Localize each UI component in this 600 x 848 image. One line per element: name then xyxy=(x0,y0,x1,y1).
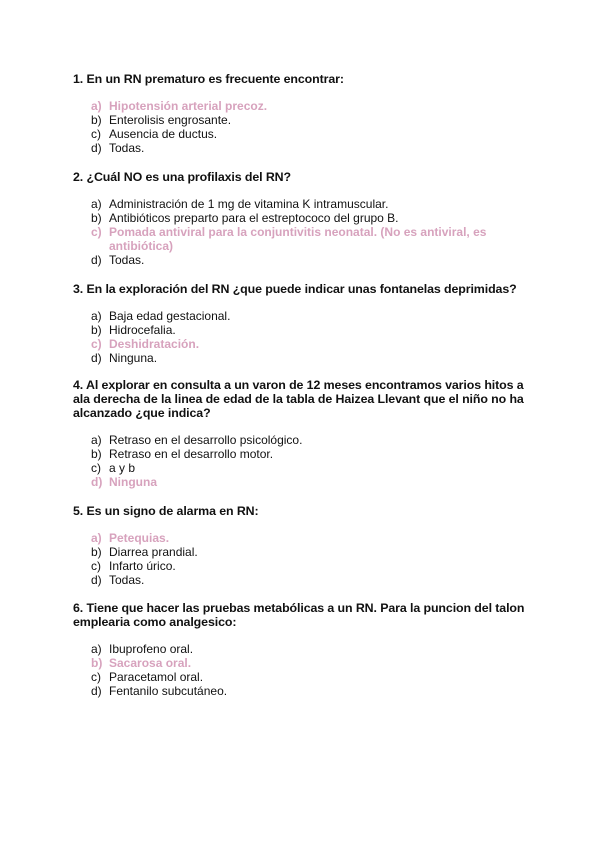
option-text: Ausencia de ductus. xyxy=(109,127,218,141)
answer-option xyxy=(91,642,533,656)
option-letter: b) xyxy=(91,323,102,337)
answer-option xyxy=(91,670,533,684)
answer-option xyxy=(91,461,533,475)
answer-option xyxy=(91,433,533,447)
question-title: 5. Es un signo de alarma en RN: xyxy=(73,504,259,518)
option-letter: b) xyxy=(91,113,102,127)
question-title: 3. En la exploración del RN ¿que puede indicar unas fontanelas deprimidas? xyxy=(73,282,517,296)
answer-list xyxy=(73,531,533,587)
question-title: 1. En un RN prematuro es frecuente encontrar: xyxy=(73,72,344,86)
option-letter: c) xyxy=(91,337,102,351)
answer-option-correct xyxy=(91,99,533,113)
option-letter: c) xyxy=(91,559,101,573)
option-text: Infarto úrico. xyxy=(109,559,176,573)
option-letter: a) xyxy=(91,197,102,211)
option-text: Todas. xyxy=(109,253,145,267)
answer-option-correct xyxy=(91,337,533,351)
option-text: Ibuprofeno oral. xyxy=(109,642,194,656)
option-letter: d) xyxy=(91,684,102,698)
option-text: Paracetamol oral. xyxy=(109,670,204,684)
option-text: Administración de 1 mg de vitamina K intramuscular. xyxy=(109,197,389,211)
option-letter: d) xyxy=(91,253,102,267)
option-text: Hidrocefalia. xyxy=(109,323,176,337)
answer-list xyxy=(73,99,533,155)
option-text: Todas. xyxy=(109,141,145,155)
option-letter: a) xyxy=(91,309,102,323)
answer-option xyxy=(91,323,533,337)
answer-option xyxy=(91,113,533,127)
answer-list xyxy=(73,197,533,267)
option-letter: c) xyxy=(91,670,101,684)
option-text: Retraso en el desarrollo motor. xyxy=(109,447,274,461)
answer-option xyxy=(91,559,533,573)
answer-list xyxy=(73,309,533,365)
option-text: Todas. xyxy=(109,573,145,587)
answer-option xyxy=(91,197,533,211)
option-text: Hipotensión arterial precoz. xyxy=(109,99,268,113)
option-letter: c) xyxy=(91,461,101,475)
answer-option xyxy=(91,127,533,141)
option-text: Baja edad gestacional. xyxy=(109,309,231,323)
answer-option xyxy=(91,351,533,365)
option-text: Ninguna xyxy=(109,475,157,489)
option-letter: a) xyxy=(91,433,102,447)
option-text: Enterolisis engrosante. xyxy=(109,113,232,127)
answer-option-correct xyxy=(91,225,533,253)
option-text: Petequias. xyxy=(109,531,170,545)
option-letter: b) xyxy=(91,545,102,559)
question-6 xyxy=(73,601,533,698)
question-title: 2. ¿Cuál NO es una profilaxis del RN? xyxy=(73,170,292,184)
option-text: Deshidratación. xyxy=(109,337,200,351)
answer-option xyxy=(91,545,533,559)
option-letter: a) xyxy=(91,99,102,113)
answer-option-correct xyxy=(91,531,533,545)
option-text: Sacarosa oral. xyxy=(109,656,192,670)
question-4 xyxy=(73,378,533,489)
question-2 xyxy=(73,170,533,267)
option-letter: a) xyxy=(91,642,102,656)
option-letter: d) xyxy=(91,141,102,155)
option-letter: b) xyxy=(91,656,103,670)
answer-option xyxy=(91,309,533,323)
option-letter: b) xyxy=(91,447,102,461)
answer-option xyxy=(91,684,533,698)
option-letter: c) xyxy=(91,127,101,141)
option-letter: d) xyxy=(91,475,103,489)
answer-list xyxy=(73,642,533,698)
answer-option xyxy=(91,447,533,461)
question-5 xyxy=(73,504,533,587)
option-letter: b) xyxy=(91,211,102,225)
question-title: 6. Tiene que hacer las pruebas metabólicas a un RN. Para la puncion del talon emplearia como analgesico: xyxy=(73,601,525,629)
option-text: Ninguna. xyxy=(109,351,158,365)
answer-option-correct xyxy=(91,475,533,489)
answer-option xyxy=(91,141,533,155)
option-text: Diarrea prandial. xyxy=(109,545,198,559)
option-text: Retraso en el desarrollo psicológico. xyxy=(109,433,303,447)
answer-list xyxy=(73,433,533,489)
answer-option xyxy=(91,573,533,587)
option-text: Pomada antiviral para la conjuntivitis neonatal. (No es antiviral, es antibiótica) xyxy=(109,225,487,253)
option-text: a y b xyxy=(109,461,136,475)
option-text: Antibióticos preparto para el estreptococo del grupo B. xyxy=(109,211,399,225)
option-letter: c) xyxy=(91,225,102,239)
answer-option xyxy=(91,211,533,225)
question-3 xyxy=(73,282,533,365)
answer-option xyxy=(91,253,533,267)
option-letter: d) xyxy=(91,351,102,365)
option-text: Fentanilo subcutáneo. xyxy=(109,684,228,698)
answer-option-correct xyxy=(91,656,533,670)
option-letter: d) xyxy=(91,573,102,587)
option-letter: a) xyxy=(91,531,102,545)
question-title: 4. Al explorar en consulta a un varon de 12 meses encontramos varios hitos a ala derecha de la linea de edad de la tabla de Haizea Llevant que el niño no ha alcanzado ¿que indica? xyxy=(73,378,524,420)
question-1 xyxy=(73,72,533,155)
